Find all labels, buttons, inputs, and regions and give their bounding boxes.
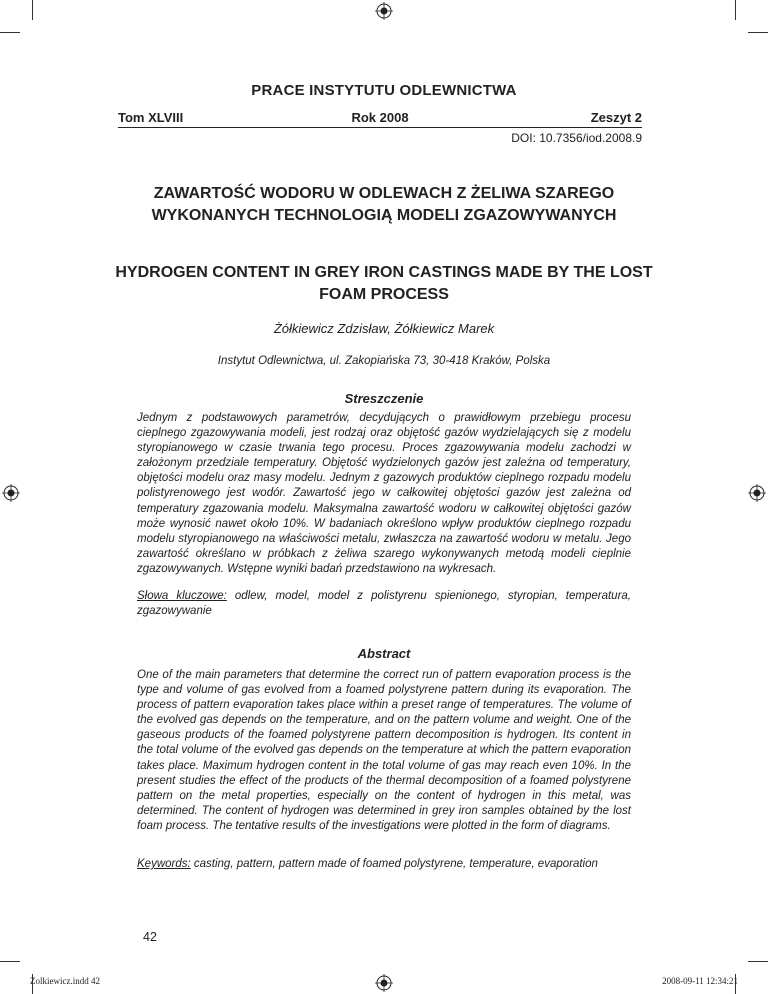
volume-label: Tom XLVIII (118, 110, 184, 125)
crop-mark (748, 32, 768, 33)
footer-file-slug: Zolkiewicz.indd 42 (30, 976, 100, 986)
keywords-polish-list: odlew, model, model z polistyrenu spienionego, styropian, temperatura, zgazowywanie (137, 590, 631, 618)
streszczenie-text: Jednym z podstawowych parametrów, decydujących o prawidłowym przebiegu procesu cieplnego zgazowywania modeli, jest rodzaj oraz objętość gazów wydzielających się z modelu styropianowego w czasie trwania tego procesu. Proces zgazowywania modelu zachodzi w założonym przedziale temperatury. Objętość wydzielonych gazów jest zależna od temperatury, objętości modelu oraz masy modelu. Jednym z gazowych produktów cieplnego rozpadu modelu polistyrenowego jest wodór. Zawartość jego w całkowitej objętości gazów jest zależna od temperatury zgazowania modelu. Maksymalna zawartość wodoru w całkowitej objętości gazów może wynosić nawet około 10%. W badaniach określono wpływ produktów cieplnego rozpadu modelu styropianowego na właściwości metalu, zwłaszcza na zawartość wodoru w metalu. Jego zawartość określano w próbkach z żeliwa szarego wykonywanych metodą modeli cieplnie zgazowywanych. Wstępne wyniki badań przedstawiono na wykresach. (137, 412, 631, 575)
keywords-english-list: casting, pattern, pattern made of foamed polystyrene, temperature, evaporation (190, 858, 598, 870)
registration-mark-icon (375, 974, 393, 992)
keywords-polish-label: Słowa kluczowe: (137, 590, 227, 602)
footer-print-stamp: 2008-09-11 12:34:21 (662, 976, 738, 986)
doi-label: DOI: 10.7356/iod.2008.9 (511, 131, 642, 145)
keywords-english (137, 857, 631, 872)
header-divider (118, 127, 642, 128)
keywords-polish (137, 589, 631, 619)
page-number: 42 (143, 930, 157, 944)
authors: Żółkiewicz Zdzisław, Żółkiewicz Marek (273, 321, 495, 336)
year-label: Rok 2008 (351, 110, 409, 125)
crop-mark (735, 0, 736, 20)
crop-mark (748, 961, 768, 962)
crop-mark (0, 32, 20, 33)
registration-mark-icon (748, 484, 766, 502)
registration-mark-icon (2, 484, 20, 502)
registration-mark-icon (375, 2, 393, 20)
title-english: HYDROGEN CONTENT IN GREY IRON CASTINGS MADE BY THE LOST FOAM PROCESS (115, 264, 653, 303)
streszczenie-heading: Streszczenie (344, 391, 424, 406)
crop-mark (32, 0, 33, 20)
journal-title: PRACE INSTYTUTU ODLEWNICTWA (251, 82, 517, 99)
abstract-text: One of the main parameters that determine the correct run of pattern evaporation process is the type and volume of gas evolved from a foamed polystyrene pattern during its evaporation. The process of pattern evaporation takes place within a preset range of temperatures. The volume of the evolved gas depends on the temperature, and on the pattern volume and weight. One of the gaseous products of the foamed polystyrene pattern decomposition is hydrogen. Its content in the total volume of the evolved gas depends on the temperature at which the pattern evaporation takes place. Maximum hydrogen content in the total volume of gas may reach even 10%. In the present studies the effect of the products of the thermal decomposition of a foamed polystyrene pattern on the metal properties, especially on the content of hydrogen in this metal, was determined. The content of hydrogen was determined in grey iron samples obtained by the lost foam process. The tentative results of the investigations were plotted in the form of diagrams. (137, 669, 631, 832)
affiliation: Instytut Odlewnictwa, ul. Zakopiańska 73, 30-418 Kraków, Polska (217, 355, 551, 367)
issue-label: Zeszyt 2 (590, 110, 642, 125)
journal-issue-row (118, 110, 642, 126)
abstract-heading: Abstract (357, 646, 411, 661)
crop-mark (0, 961, 20, 962)
keywords-english-label: Keywords: (137, 858, 191, 870)
title-polish: ZAWARTOŚĆ WODORU W ODLEWACH Z ŻELIWA SZAREGO WYKONANYCH TECHNOLOGIĄ MODELI ZGAZOWYWANYCH (151, 185, 617, 224)
